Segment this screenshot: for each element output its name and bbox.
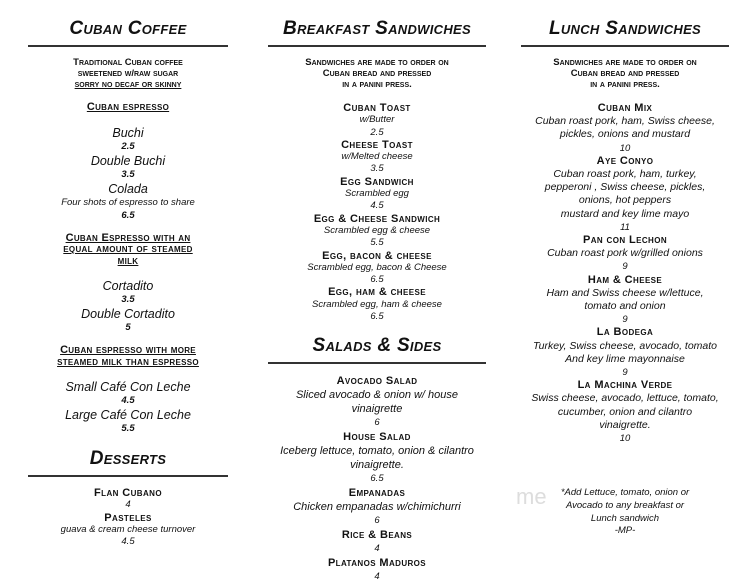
item-description: pickles, onions and mustard — [559, 128, 691, 141]
item-name: Egg Sandwich — [340, 175, 414, 188]
item-price: 3.5 — [121, 294, 135, 305]
item-price: 4.5 — [121, 395, 135, 406]
menu-item — [22, 512, 234, 549]
item-description: Chicken empanadas w/chimichurri — [293, 501, 461, 514]
item-description: Cuban roast pork, ham, Swiss cheese, — [535, 115, 715, 128]
menu-item — [22, 487, 234, 512]
section-title: Desserts — [28, 448, 228, 477]
item-description: Scrambled egg — [345, 188, 409, 200]
item-price: 2.5 — [370, 126, 384, 138]
item-price: 4.5 — [121, 536, 135, 548]
menu-item — [262, 286, 492, 323]
menu-item — [262, 430, 492, 486]
menu-item — [262, 486, 492, 528]
item-name: Cortadito — [102, 279, 154, 293]
subheading-line: Cuban espresso with more — [60, 344, 196, 356]
item-price: 6.5 — [370, 274, 384, 286]
note-line: Cuban bread and pressed — [322, 68, 432, 79]
section-title: Cuban Coffee — [28, 18, 228, 47]
menu-item — [515, 274, 735, 327]
section-note — [515, 57, 735, 90]
note-line: in a panini press. — [342, 79, 412, 90]
section-title: Lunch Sandwiches — [521, 18, 729, 47]
footnote-line: -MP- — [614, 525, 636, 537]
item-description: cucumber, onion and cilantro — [557, 405, 693, 418]
item-description: Scrambled egg, bacon & Cheese — [307, 261, 447, 273]
item-name: La Machina Verde — [577, 379, 673, 392]
item-price: 5.5 — [121, 423, 135, 434]
item-price: 4 — [374, 543, 380, 555]
menu-item — [22, 126, 234, 154]
item-price: 10 — [619, 433, 631, 445]
menu-item — [262, 139, 492, 176]
menu-item — [515, 326, 735, 379]
menu-item — [22, 307, 234, 335]
item-name: Small Café Con Leche — [65, 380, 191, 394]
item-price: 4 — [125, 499, 131, 511]
item-price: 3.5 — [370, 163, 384, 175]
subheading-line: equal amount of steamed — [63, 243, 193, 255]
item-name: Empanadas — [348, 487, 406, 500]
item-price: 9 — [622, 314, 628, 326]
item-name: Buchi — [112, 125, 144, 140]
note-line: Traditional Cuban coffee — [73, 57, 183, 68]
item-description: Four shots of espresso to share — [61, 196, 195, 208]
menu-item — [262, 528, 492, 556]
item-price: 6 — [374, 515, 380, 527]
watermark-logo: me — [516, 484, 547, 509]
item-name: Rice & Beans — [341, 529, 413, 542]
menu-item — [22, 408, 234, 436]
item-description: Iceberg lettuce, tomato, onion & cilantro — [280, 445, 474, 458]
item-description: And key lime mayonnaise — [565, 352, 685, 365]
section-title: Breakfast Sandwiches — [268, 18, 486, 47]
column-breakfast-salads — [262, 18, 492, 584]
column-cuban-coffee — [22, 18, 234, 548]
menu-item — [262, 176, 492, 213]
item-name: Large Café Con Leche — [65, 408, 191, 422]
item-description: pepperoni , Swiss cheese, pickles, — [544, 181, 706, 194]
item-name: Platanos Maduros — [327, 557, 427, 570]
item-description: Turkey, Swiss cheese, avocado, tomato — [532, 339, 718, 352]
menu-item — [262, 250, 492, 287]
item-name: Egg, bacon & cheese — [322, 249, 432, 262]
item-name: Cheese Toast — [341, 138, 413, 151]
item-price: 6.5 — [370, 311, 384, 323]
menu-item — [262, 102, 492, 139]
menu-item — [515, 155, 735, 234]
item-description: Sliced avocado & onion w/ house — [295, 389, 459, 402]
item-price: 6.5 — [370, 473, 384, 485]
item-description: Scrambled egg, ham & cheese — [312, 298, 442, 310]
subsection-heading — [22, 102, 234, 114]
menu-item — [262, 213, 492, 250]
menu-item — [262, 374, 492, 430]
menu-item — [22, 154, 234, 182]
item-price: 10 — [619, 142, 631, 154]
item-name: Ham & Cheese — [587, 273, 663, 286]
subsection-heading — [22, 233, 234, 268]
item-name: La Bodega — [596, 326, 654, 339]
item-price: 2.5 — [121, 140, 135, 152]
item-description: Cuban roast pork, ham, turkey, — [553, 168, 697, 181]
item-description: tomato and onion — [584, 300, 666, 313]
item-description: onions, hot peppers — [578, 194, 672, 207]
note-line: Cuban bread and pressed — [570, 68, 680, 79]
item-name: House Salad — [343, 431, 411, 444]
section-title: Salads & Sides — [268, 335, 486, 364]
item-description: Ham and Swiss cheese w/lettuce, — [546, 286, 704, 299]
item-name: Aye Conyo — [596, 154, 654, 167]
menu-item — [22, 279, 234, 307]
item-description: vinaigrette. — [599, 418, 651, 431]
item-description: w/Butter — [359, 114, 395, 126]
item-name: Egg, ham & cheese — [328, 286, 426, 299]
note-line: Sandwiches are made to order on — [553, 57, 697, 68]
footnote-line: Lunch sandwich — [590, 512, 660, 524]
subheading-line: steamed milk than espresso — [57, 355, 199, 368]
menu-item — [22, 182, 234, 223]
item-name: Pasteles — [104, 511, 152, 524]
footnote — [515, 487, 735, 538]
item-name: Flan Cubano — [94, 487, 162, 499]
item-price: 9 — [622, 261, 628, 273]
menu-item — [515, 379, 735, 445]
item-description: vinaigrette — [351, 403, 403, 416]
note-underlined: sorry no decaf or skinny — [74, 79, 182, 90]
footnote-line: *Add Lettuce, tomato, onion or — [560, 487, 690, 499]
item-price: 6.5 — [121, 209, 135, 221]
item-price: 4 — [374, 571, 380, 583]
item-price: 6 — [374, 417, 380, 429]
menu-item — [515, 102, 735, 155]
item-name: Egg & Cheese Sandwich — [313, 212, 441, 225]
item-name: Pan con Lechon — [583, 234, 667, 247]
item-name: Double Buchi — [90, 153, 166, 168]
item-price: 11 — [620, 221, 630, 233]
item-description: Cuban roast pork w/grilled onions — [547, 247, 703, 260]
item-name: Avocado Salad — [336, 375, 418, 388]
item-price: 3.5 — [121, 168, 135, 180]
item-name: Cuban Mix — [597, 102, 653, 114]
item-description: w/Melted cheese — [341, 151, 413, 163]
subsection-heading — [22, 345, 234, 368]
section-note — [262, 57, 492, 90]
note-line: sweetened w/raw sugar — [77, 68, 179, 79]
note-line: in a panini press. — [590, 79, 660, 90]
item-price: 4.5 — [370, 200, 384, 212]
note-line: Sandwiches are made to order on — [305, 57, 449, 68]
subheading-line: milk — [117, 254, 139, 267]
item-description: Scrambled egg & cheese — [323, 224, 431, 236]
item-name: Colada — [108, 181, 148, 196]
item-description: guava & cream cheese turnover — [60, 523, 196, 535]
item-price: 5 — [125, 322, 131, 333]
item-price: 5.5 — [370, 237, 384, 249]
item-price: 9 — [622, 367, 628, 379]
menu-item — [22, 380, 234, 408]
footnote-line: Avocado to any breakfast or — [565, 499, 685, 511]
subheading-line: Cuban espresso — [86, 101, 170, 113]
item-description: Swiss cheese, avocado, lettuce, tomato, — [531, 392, 719, 405]
item-name: Double Cortadito — [81, 307, 175, 321]
subheading-line: Cuban Espresso with an — [65, 231, 191, 244]
item-description: mustard and key lime mayo — [560, 207, 690, 220]
column-lunch-sandwiches — [515, 18, 735, 538]
menu-item — [515, 234, 735, 274]
item-name: Cuban Toast — [343, 102, 411, 114]
item-description: vinaigrette. — [350, 459, 404, 472]
section-note — [22, 57, 234, 90]
